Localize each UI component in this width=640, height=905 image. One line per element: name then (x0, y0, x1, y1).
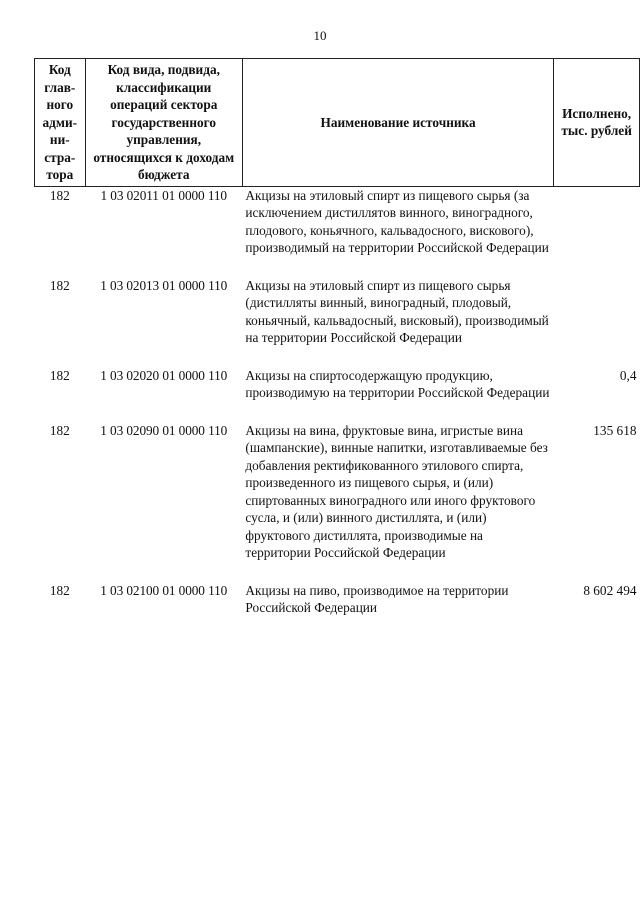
admin-code-cell: 182 (49, 367, 70, 383)
source-name-cell: Акцизы на пиво, производимое на территории Российской Федерации (245, 582, 509, 615)
table-row (35, 186, 640, 257)
row-spacer (35, 562, 640, 582)
classification-code-cell: 1 03 02020 01 0000 110 (100, 367, 228, 383)
executed-cell: 8 602 494 (583, 582, 637, 598)
revenue-table (34, 58, 640, 617)
admin-code-cell: 182 (49, 277, 70, 293)
executed-cell: 0,4 (619, 367, 637, 383)
header-source-name: Наименование источника (242, 59, 553, 187)
table-row (35, 277, 640, 347)
executed-cell (554, 186, 640, 257)
source-name-cell: Акцизы на спиртосодержащую продукцию, производимую на территории Российской Федерации (245, 367, 550, 400)
header-row (35, 59, 640, 187)
table-row (35, 422, 640, 562)
table-row (35, 582, 640, 617)
row-spacer (35, 347, 640, 367)
admin-code-cell: 182 (49, 422, 70, 438)
admin-code-cell: 182 (49, 187, 70, 203)
source-name-cell: Акцизы на этиловый спирт из пищевого сырья (за исключением дистиллятов винного, виноградного, плодового, коньячного, кальвадосного, вискового), производимый на территории Российской Федерации (245, 187, 549, 255)
executed-cell (554, 277, 640, 347)
header-executed: Исполнено, тыс. рублей (554, 59, 640, 187)
source-name-cell: Акцизы на вина, фруктовые вина, игристые вина (шампанские), винные напитки, изготавливаемые без добавления ректификованного этилового спирта, произведенного из пищевого сырья, и (или) спиртованных виноградного или иного фруктового сусла, и (или) винного дистиллята, и (или) фруктового дистиллята, производимые на территории Российской Федерации (245, 422, 548, 560)
row-spacer (35, 257, 640, 277)
table-body (35, 186, 640, 617)
admin-code-cell: 182 (49, 582, 70, 598)
classification-code-cell: 1 03 02013 01 0000 110 (100, 277, 228, 293)
row-spacer (35, 402, 640, 422)
classification-code-cell: 1 03 02090 01 0000 110 (100, 422, 228, 438)
header-admin-code: Код глав-ного адми-ни-стра-тора (35, 59, 86, 187)
classification-code-cell: 1 03 02011 01 0000 110 (100, 187, 227, 203)
executed-cell: 135 618 (593, 422, 637, 438)
table-row (35, 367, 640, 402)
classification-code-cell: 1 03 02100 01 0000 110 (100, 582, 228, 598)
page-number: 10 (313, 28, 327, 43)
table-header (35, 59, 640, 187)
source-name-cell: Акцизы на этиловый спирт из пищевого сырья (дистилляты винный, виноградный, плодовый, коньячный, кальвадосный, висковый), производимый на территории Российской Федерации (245, 277, 549, 345)
header-classification: Код вида, подвида, классификации операций сектора государственного управления, относящихся к доходам бюджета (85, 59, 242, 187)
